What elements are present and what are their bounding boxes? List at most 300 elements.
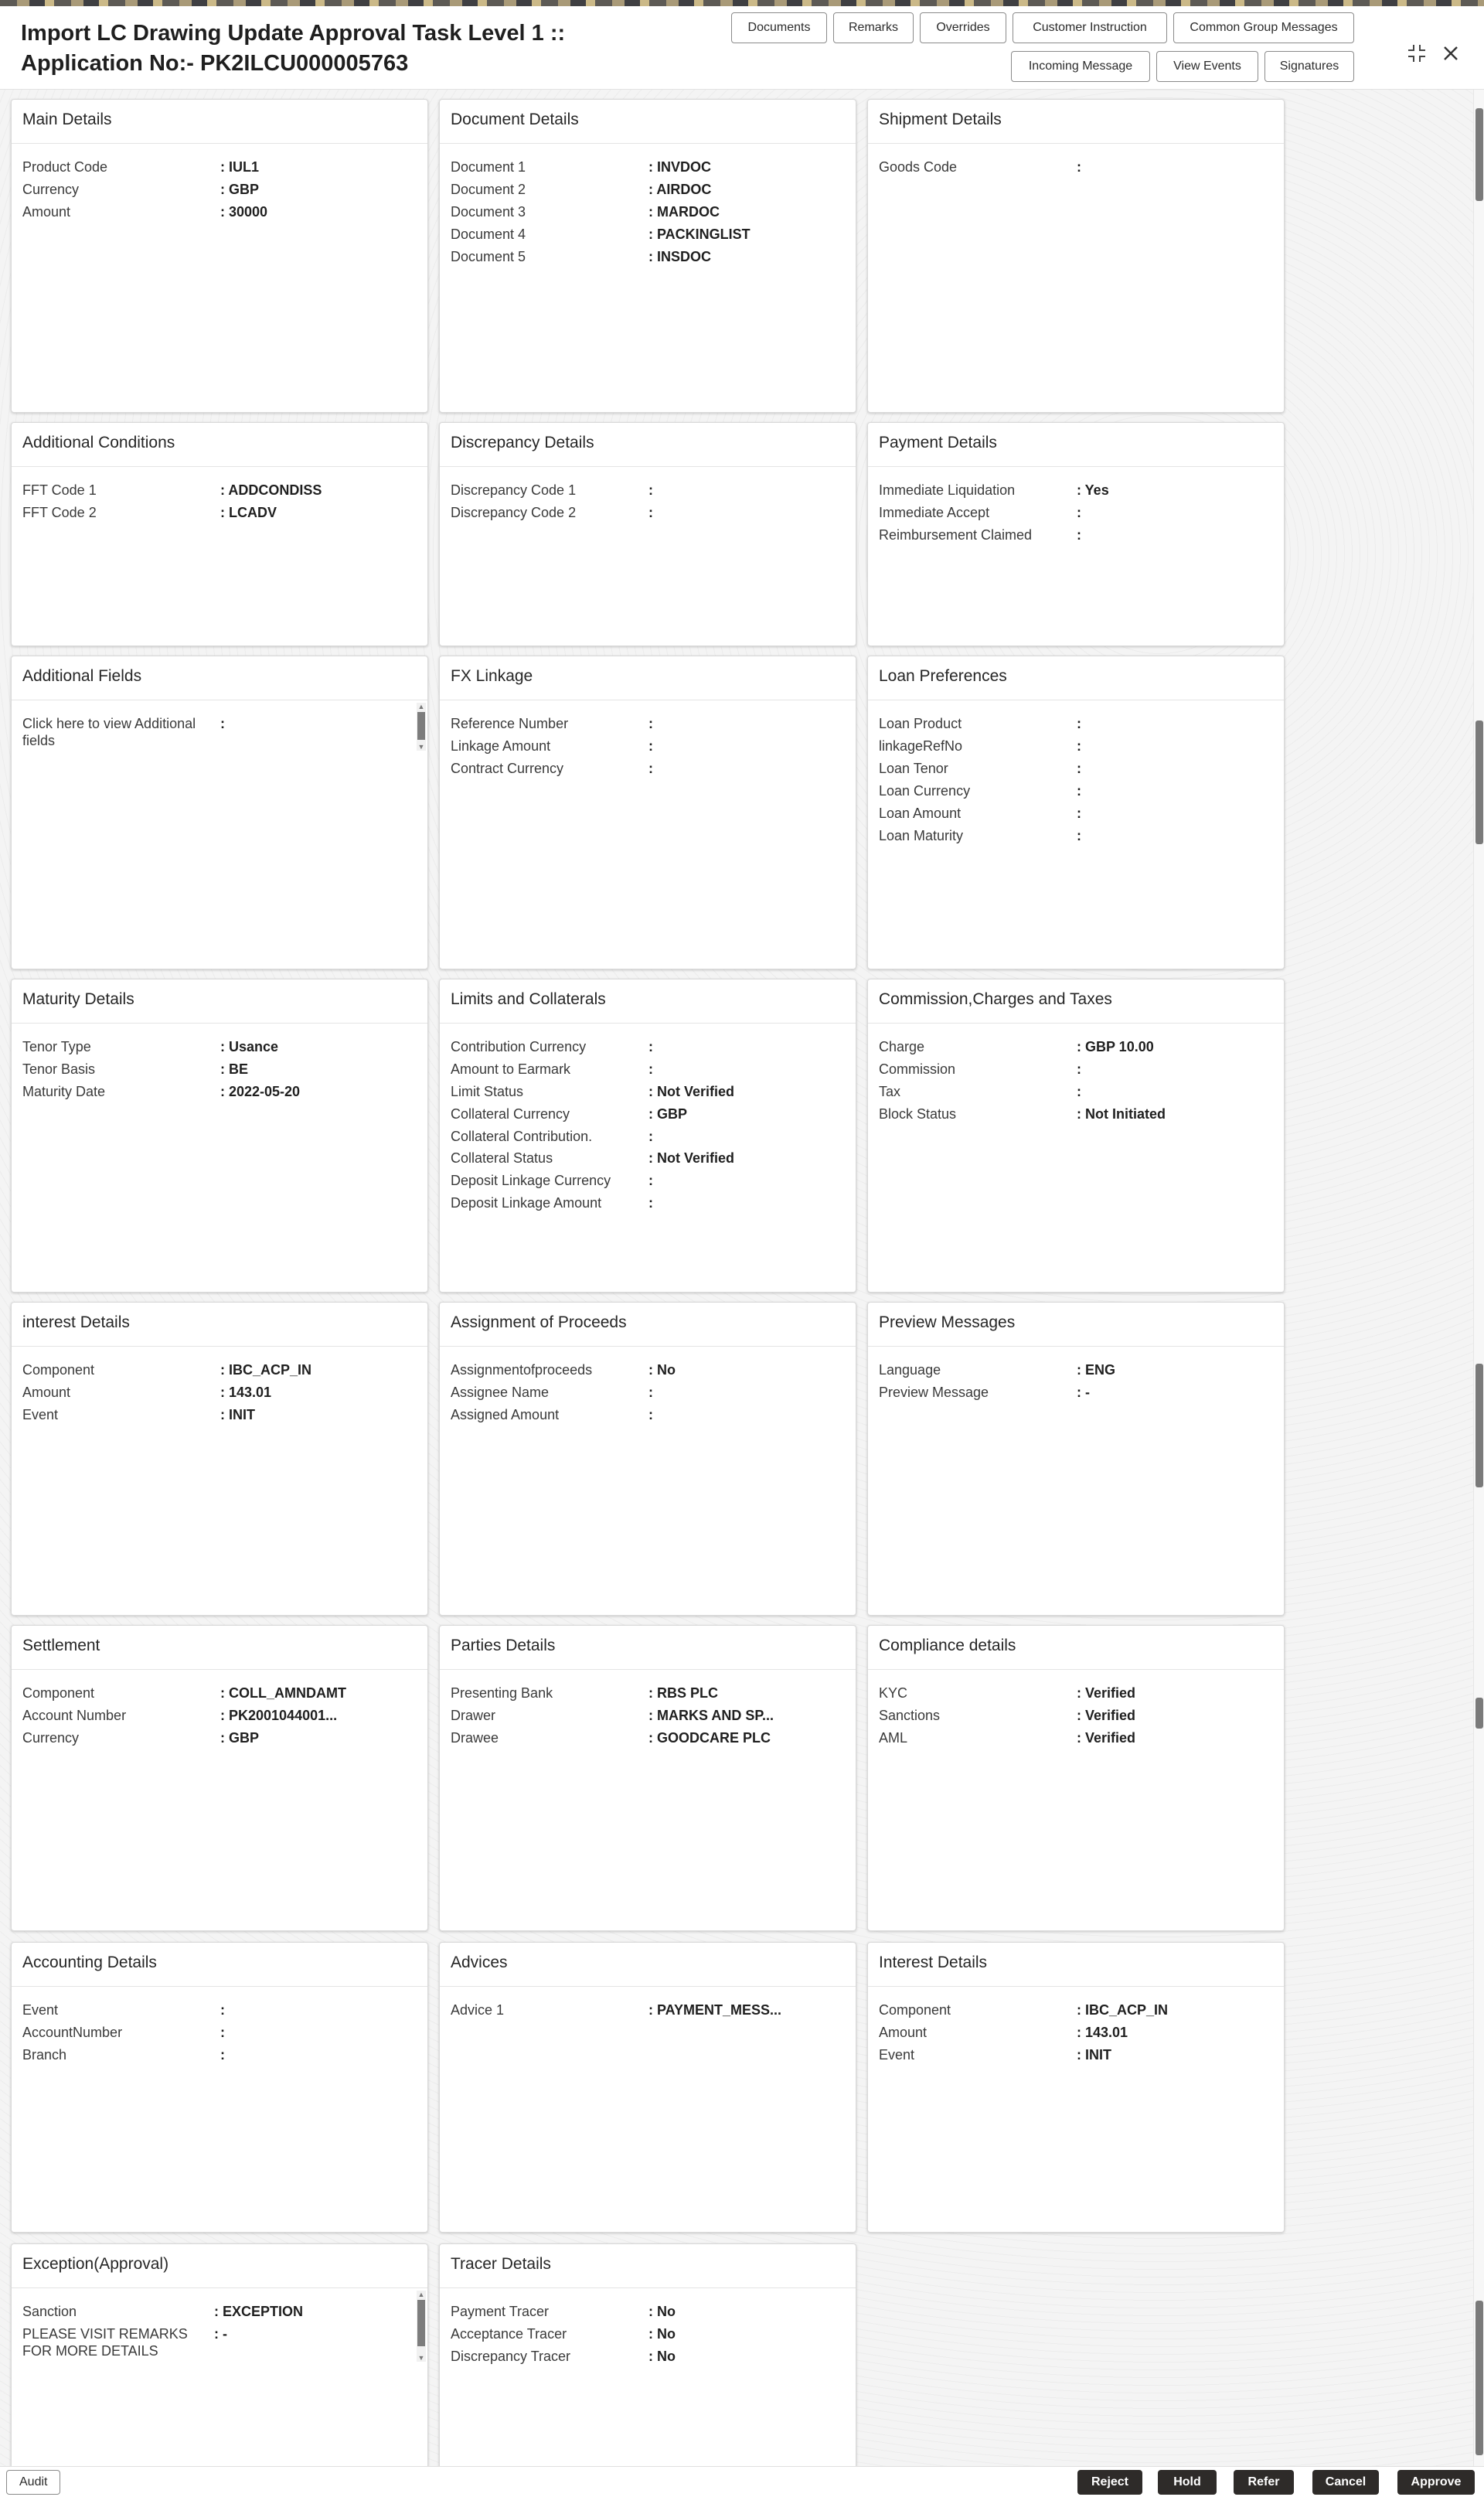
row-label: Loan Amount: [879, 806, 962, 821]
row-label: Document 4: [451, 227, 526, 242]
divider: [440, 143, 856, 144]
row-value: : MARKS AND SP...: [648, 1708, 774, 1723]
row-label: Loan Currency: [879, 783, 971, 799]
row-label: Collateral Status: [451, 1150, 553, 1166]
row-label: Amount: [22, 1385, 71, 1400]
row-label: Drawer: [451, 1708, 496, 1723]
detail-row: [451, 1105, 845, 1126]
divider: [12, 466, 427, 467]
card-shipment-details: [867, 99, 1285, 413]
card-settlement: [11, 1625, 428, 1931]
card-title: Discrepancy Details: [451, 434, 594, 451]
row-value: :: [648, 1129, 653, 1144]
detail-row: [879, 2001, 1273, 2022]
divider: [868, 466, 1284, 467]
row-label: Advice 1: [451, 2002, 505, 2018]
scroll-up-icon[interactable]: ▲: [417, 703, 425, 710]
detail-row: [451, 1406, 845, 1426]
row-label: Product Code: [22, 159, 108, 175]
scrollbar-thumb[interactable]: [417, 712, 425, 740]
row-value: : GBP: [648, 1106, 688, 1122]
card-title: Document Details: [451, 111, 579, 128]
card-fx-linkage: [439, 656, 856, 969]
detail-row: [879, 482, 1273, 502]
scrollbar-thumb[interactable]: [1475, 1364, 1483, 1487]
row-value: : PAYMENT_MESS...: [648, 2002, 782, 2018]
card-document-details: [439, 99, 856, 413]
row-value: :: [1077, 1061, 1081, 1077]
card-title: Interest Details: [879, 1954, 988, 1971]
row-label: Branch: [22, 2047, 67, 2063]
row-value: :: [648, 1173, 653, 1188]
detail-row: [451, 2001, 845, 2022]
row-value: : No: [648, 2326, 676, 2342]
row-label: Assigned Amount: [451, 1407, 560, 1422]
row-value: :: [648, 738, 653, 754]
detail-row: [879, 782, 1273, 802]
row-value: : 143.01: [1077, 2025, 1128, 2040]
divider: [440, 1346, 856, 1347]
detail-row: [22, 1061, 417, 1081]
detail-row: [451, 1685, 845, 1705]
detail-row: [451, 158, 845, 179]
detail-row: [22, 203, 417, 223]
row-value: : No: [648, 2349, 676, 2364]
detail-row: [22, 1361, 417, 1381]
row-value: :: [648, 1385, 653, 1400]
detail-row: [451, 715, 845, 735]
row-label: Limit Status: [451, 1084, 524, 1099]
row-label: FFT Code 2: [22, 505, 97, 520]
card-exception-approval: [11, 2243, 428, 2475]
scroll-down-icon[interactable]: ▼: [417, 2354, 425, 2362]
row-value: :: [1077, 783, 1081, 799]
detail-row: [879, 738, 1273, 758]
row-label: Discrepancy Code 1: [451, 482, 577, 498]
detail-row: [451, 226, 845, 246]
detail-row: [22, 181, 417, 201]
row-label: linkageRefNo: [879, 738, 963, 754]
detail-row: [879, 1685, 1273, 1705]
detail-row: [879, 158, 1273, 179]
row-label: Deposit Linkage Amount: [451, 1195, 602, 1211]
action-footer: [0, 2466, 1484, 2497]
card-interest-details: [11, 1302, 428, 1616]
detail-row: [879, 760, 1273, 780]
row-label: Document 3: [451, 204, 526, 220]
card-compliance-details: [867, 1625, 1285, 1931]
card-additional-fields: [11, 656, 428, 969]
card-title: Compliance details: [879, 1637, 1016, 1654]
card-title: Additional Conditions: [22, 434, 175, 451]
row-value: :: [648, 1195, 653, 1211]
row-label: Goods Code: [879, 159, 958, 175]
row-value: : BE: [220, 1061, 248, 1077]
row-value: : IUL1: [220, 159, 260, 175]
row-value: :: [220, 2047, 225, 2063]
detail-row: [879, 1729, 1273, 1749]
page-title: Import LC Drawing Update Approval Task Level 1 ::: [21, 21, 566, 46]
row-value: : Yes: [1077, 482, 1109, 498]
scroll-up-icon[interactable]: ▲: [417, 2291, 425, 2298]
row-label: Collateral Currency: [451, 1106, 570, 1122]
row-label: Amount: [22, 204, 71, 220]
detail-row: [879, 2024, 1273, 2044]
detail-row: [22, 1384, 417, 1404]
row-value: : ADDCONDISS: [220, 482, 322, 498]
scrollbar-thumb[interactable]: [1475, 720, 1483, 844]
row-value: : ENG: [1077, 1362, 1116, 1378]
detail-row: [22, 1685, 417, 1705]
divider: [12, 2287, 427, 2288]
card-parties-details: [439, 1625, 856, 1931]
row-value: : EXCEPTION: [214, 2304, 304, 2319]
row-label: AML: [879, 1730, 908, 1746]
refer-button[interactable]: Refer: [1234, 2470, 1294, 2495]
card-title: FX Linkage: [451, 667, 533, 685]
row-value: :: [1077, 1084, 1081, 1099]
divider: [868, 143, 1284, 144]
detail-row: [22, 2001, 417, 2022]
row-label: Document 5: [451, 249, 526, 264]
row-value: : LCADV: [220, 505, 277, 520]
row-label: Event: [22, 1407, 59, 1422]
card-accounting-details: [11, 1942, 428, 2233]
card-assignment-of-proceeds: [439, 1302, 856, 1616]
divider: [440, 2287, 856, 2288]
detail-row: [22, 1729, 417, 1749]
row-label: Discrepancy Tracer: [451, 2349, 571, 2364]
row-value: : AIRDOC: [648, 182, 712, 197]
divider: [12, 1669, 427, 1670]
card-main-details: [11, 99, 428, 413]
row-value: : 30000: [220, 204, 268, 220]
card-advices: [439, 1942, 856, 2233]
row-label: Linkage Amount: [451, 738, 551, 754]
detail-row: [879, 526, 1273, 547]
divider: [440, 1023, 856, 1024]
card-title: Exception(Approval): [22, 2255, 169, 2273]
overrides-button[interactable]: Overrides: [920, 12, 1006, 43]
card-commission-charges-taxes: [867, 979, 1285, 1293]
row-value: : PK2001044001...: [220, 1708, 338, 1723]
row-label: Currency: [22, 182, 80, 197]
signatures-button[interactable]: Signatures: [1264, 51, 1354, 82]
row-label: Event: [879, 2047, 915, 2063]
row-label: Discrepancy Code 2: [451, 505, 577, 520]
detail-row: [22, 1083, 417, 1103]
card-title: Preview Messages: [879, 1313, 1016, 1331]
row-value: : -: [1077, 1385, 1090, 1400]
detail-row: [22, 1038, 417, 1058]
minimize-icon[interactable]: [1404, 40, 1430, 66]
row-value: :: [648, 482, 653, 498]
scrollbar-thumb[interactable]: [1475, 108, 1483, 201]
row-value: : COLL_AMNDAMT: [220, 1685, 346, 1701]
row-label: PLEASE VISIT REMARKS FOR MORE DETAILS: [22, 2326, 188, 2359]
card-title: Limits and Collaterals: [451, 990, 606, 1008]
page-scrollbar[interactable]: [1473, 90, 1484, 2466]
close-icon[interactable]: [1438, 40, 1464, 66]
detail-row: [451, 1384, 845, 1404]
detail-row: [22, 2024, 417, 2044]
row-label: AccountNumber: [22, 2025, 123, 2040]
detail-row: [451, 2348, 845, 2368]
detail-row: [451, 1083, 845, 1103]
detail-row: [879, 504, 1273, 524]
row-label: Amount: [879, 2025, 928, 2040]
detail-row: [879, 1061, 1273, 1081]
row-value: :: [648, 1061, 653, 1077]
card-title: Accounting Details: [22, 1954, 157, 1971]
divider: [868, 1669, 1284, 1670]
row-label: Currency: [22, 1730, 80, 1746]
detail-row: [879, 1105, 1273, 1126]
row-value: :: [648, 1407, 653, 1422]
row-label: Collateral Contribution.: [451, 1129, 593, 1144]
scrollbar-thumb[interactable]: [417, 2300, 425, 2346]
row-value: : No: [648, 1362, 676, 1378]
row-label: Tenor Basis: [22, 1061, 96, 1077]
row-label: Contribution Currency: [451, 1039, 587, 1054]
customer-instruction-button[interactable]: Customer Instruction: [1013, 12, 1167, 43]
main-content-area: [0, 90, 1473, 2466]
row-value: : MARDOC: [648, 204, 720, 220]
card-title: Advices: [451, 1954, 508, 1971]
row-value: :: [648, 1039, 653, 1054]
divider: [868, 1986, 1284, 1987]
row-value: : 2022-05-20: [220, 1084, 301, 1099]
card-title: Parties Details: [451, 1637, 556, 1654]
card-interest-details-2: [867, 1942, 1285, 2233]
view-events-button[interactable]: View Events: [1156, 51, 1258, 82]
common-group-messages-button[interactable]: Common Group Messages: [1173, 12, 1354, 43]
additional-fields-link[interactable]: Click here to view Additional fields: [22, 716, 196, 748]
scroll-down-icon[interactable]: ▼: [417, 743, 425, 751]
row-label: Event: [22, 2002, 59, 2018]
divider: [12, 1986, 427, 1987]
detail-row: [22, 2046, 417, 2066]
row-label: Reference Number: [451, 716, 569, 731]
row-value: : Not Initiated: [1077, 1106, 1166, 1122]
row-label: Preview Message: [879, 1385, 989, 1400]
row-label: Component: [879, 2002, 951, 2018]
row-label: FFT Code 1: [22, 482, 97, 498]
row-value: :: [1077, 527, 1081, 543]
row-label: Tenor Type: [22, 1039, 91, 1054]
audit-button[interactable]: Audit: [6, 2470, 60, 2495]
detail-row: [879, 1038, 1273, 1058]
detail-row: [451, 181, 845, 201]
row-value: :: [1077, 806, 1081, 821]
detail-row: [879, 1384, 1273, 1404]
detail-row: [879, 827, 1273, 847]
card-title: Additional Fields: [22, 667, 142, 685]
detail-row: [879, 715, 1273, 735]
card-scrollbar[interactable]: [417, 703, 426, 751]
row-label: Presenting Bank: [451, 1685, 553, 1701]
top-banner-strip: [0, 0, 1484, 6]
approve-button[interactable]: Approve: [1397, 2470, 1475, 2495]
row-label: Assignmentofproceeds: [451, 1362, 593, 1378]
card-title: Settlement: [22, 1637, 100, 1654]
row-label: Component: [22, 1685, 95, 1701]
scrollbar-thumb[interactable]: [1475, 1698, 1483, 1729]
row-label: Immediate Accept: [879, 505, 990, 520]
row-value: : INSDOC: [648, 249, 711, 264]
row-value: : Usance: [220, 1039, 279, 1054]
task-header: [0, 6, 1484, 90]
row-value: :: [220, 716, 225, 731]
detail-row: [451, 1038, 845, 1058]
row-value: : No: [648, 2304, 676, 2319]
row-label: Document 2: [451, 182, 526, 197]
detail-row: [451, 2303, 845, 2323]
detail-row: [879, 1707, 1273, 1727]
row-label: Component: [22, 1362, 95, 1378]
row-value: : PACKINGLIST: [648, 227, 751, 242]
row-label: Deposit Linkage Currency: [451, 1173, 611, 1188]
card-maturity-details: [11, 979, 428, 1293]
row-value: :: [648, 716, 653, 731]
row-value: :: [1077, 716, 1081, 731]
card-title: Tracer Details: [451, 2255, 551, 2273]
detail-row: [22, 504, 417, 524]
card-tracer-details: [439, 2243, 856, 2475]
divider: [440, 1986, 856, 1987]
divider: [868, 1023, 1284, 1024]
row-value: :: [1077, 159, 1081, 175]
detail-row: [879, 2046, 1273, 2066]
detail-row: [22, 482, 417, 502]
card-title: Maturity Details: [22, 990, 134, 1008]
cancel-button[interactable]: Cancel: [1312, 2470, 1379, 2495]
row-value: :: [1077, 738, 1081, 754]
divider: [12, 143, 427, 144]
detail-row: [22, 1406, 417, 1426]
card-loan-preferences: [867, 656, 1285, 969]
row-value: : GOODCARE PLC: [648, 1730, 771, 1746]
detail-row: [451, 504, 845, 524]
row-value: :: [220, 2002, 225, 2018]
row-label: Drawee: [451, 1730, 499, 1746]
detail-row: [451, 738, 845, 758]
detail-row[interactable]: [22, 715, 417, 752]
detail-row: [451, 1172, 845, 1192]
row-value: : -: [214, 2326, 227, 2342]
row-value: : Verified: [1077, 1708, 1136, 1723]
row-label: Language: [879, 1362, 941, 1378]
divider: [868, 1346, 1284, 1347]
row-value: : GBP 10.00: [1077, 1039, 1154, 1054]
detail-row: [451, 1194, 845, 1214]
detail-row: [879, 805, 1273, 825]
row-value: : Not Verified: [648, 1150, 735, 1166]
scrollbar-thumb[interactable]: [1475, 2301, 1483, 2455]
row-label: Charge: [879, 1039, 925, 1054]
detail-row: [22, 2303, 417, 2323]
row-value: : 143.01: [220, 1385, 272, 1400]
hold-button[interactable]: Hold: [1158, 2470, 1217, 2495]
detail-row: [451, 1128, 845, 1148]
row-label: Maturity Date: [22, 1084, 106, 1099]
row-label: Sanctions: [879, 1708, 941, 1723]
row-label: Reimbursement Claimed: [879, 527, 1033, 543]
row-label: Assignee Name: [451, 1385, 550, 1400]
detail-row: [451, 2325, 845, 2345]
documents-button[interactable]: Documents: [731, 12, 827, 43]
row-value: : GBP: [220, 182, 260, 197]
detail-row: [451, 1150, 845, 1170]
application-number: Application No:- PK2ILCU000005763: [21, 51, 409, 76]
row-value: : RBS PLC: [648, 1685, 718, 1701]
row-label: Block Status: [879, 1106, 957, 1122]
card-additional-conditions: [11, 422, 428, 646]
card-payment-details: [867, 422, 1285, 646]
card-title: Commission,Charges and Taxes: [879, 990, 1112, 1008]
detail-row: [22, 158, 417, 179]
detail-row: [451, 1729, 845, 1749]
row-label: Tax: [879, 1084, 901, 1099]
card-title: Main Details: [22, 111, 112, 128]
detail-row: [879, 1361, 1273, 1381]
row-value: :: [648, 505, 653, 520]
row-value: :: [648, 761, 653, 776]
divider: [12, 1346, 427, 1347]
row-label: Account Number: [22, 1708, 127, 1723]
detail-row: [451, 760, 845, 780]
detail-row: [22, 1707, 417, 1727]
row-label: Loan Tenor: [879, 761, 948, 776]
row-label: Acceptance Tracer: [451, 2326, 567, 2342]
row-value: : Not Verified: [648, 1084, 735, 1099]
row-label: Document 1: [451, 159, 526, 175]
row-label: Amount to Earmark: [451, 1061, 571, 1077]
remarks-button[interactable]: Remarks: [833, 12, 914, 43]
detail-row: [451, 1707, 845, 1727]
row-value: : INIT: [1077, 2047, 1111, 2063]
row-value: :: [1077, 761, 1081, 776]
detail-row: [451, 482, 845, 502]
row-value: :: [220, 2025, 225, 2040]
card-limits-and-collaterals: [439, 979, 856, 1293]
divider: [440, 466, 856, 467]
row-label: Contract Currency: [451, 761, 564, 776]
row-value: :: [1077, 505, 1081, 520]
row-label: Sanction: [22, 2304, 77, 2319]
detail-row: [451, 1361, 845, 1381]
divider: [12, 1023, 427, 1024]
incoming-message-button[interactable]: Incoming Message: [1011, 51, 1150, 82]
card-discrepancy-details: [439, 422, 856, 646]
detail-row: [451, 1061, 845, 1081]
row-value: : INIT: [220, 1407, 255, 1422]
card-scrollbar[interactable]: [417, 2291, 426, 2362]
detail-row: [22, 2325, 417, 2362]
card-title: Assignment of Proceeds: [451, 1313, 627, 1331]
row-label: Loan Product: [879, 716, 962, 731]
detail-row: [879, 1083, 1273, 1103]
detail-row: [451, 203, 845, 223]
row-label: Loan Maturity: [879, 828, 964, 843]
detail-row: [451, 248, 845, 268]
row-label: Immediate Liquidation: [879, 482, 1016, 498]
card-title: Loan Preferences: [879, 667, 1007, 685]
card-title: Payment Details: [879, 434, 997, 451]
card-title: Shipment Details: [879, 111, 1002, 128]
row-value: : Verified: [1077, 1730, 1136, 1746]
reject-button[interactable]: Reject: [1077, 2470, 1142, 2495]
